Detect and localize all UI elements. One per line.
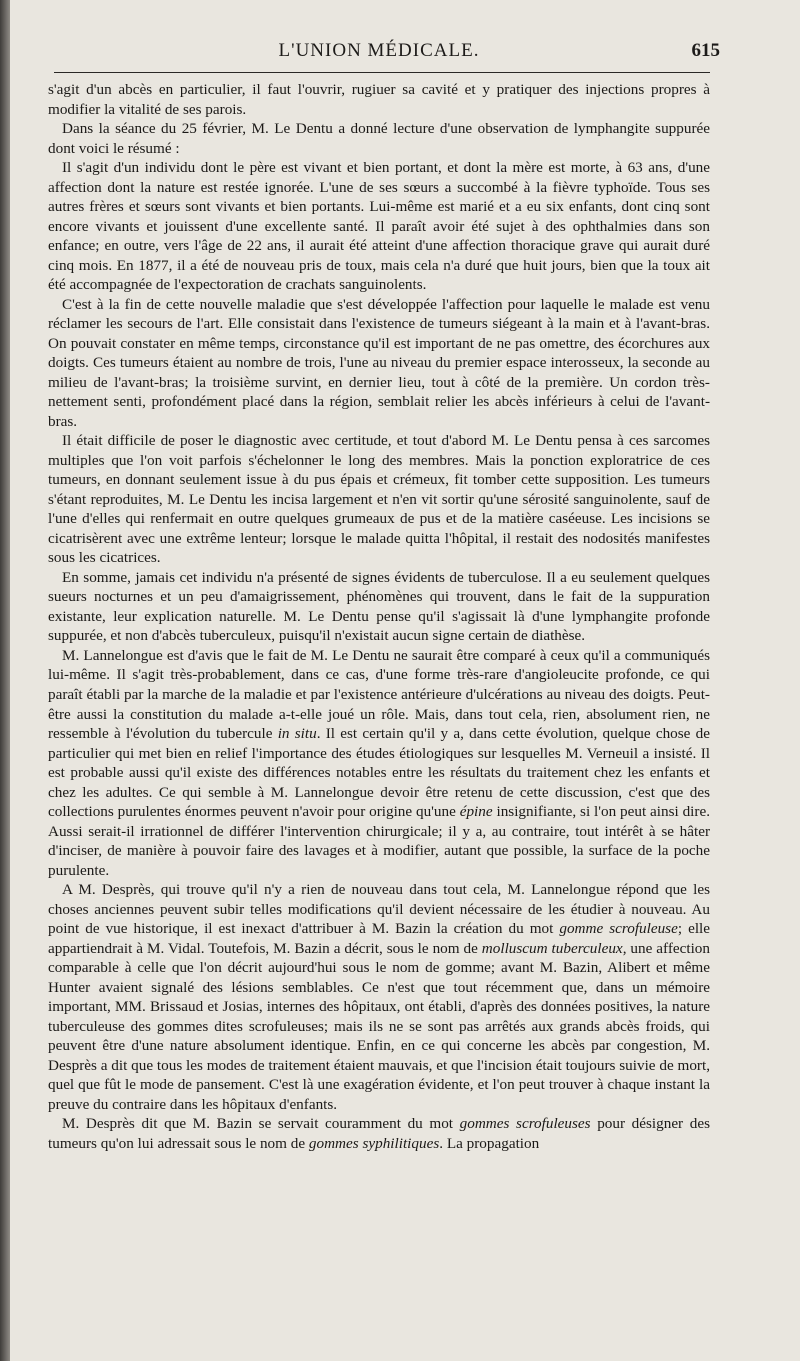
binding-gutter <box>0 0 10 1361</box>
page-number: 615 <box>691 40 720 61</box>
paragraph: Il s'agit d'un individu dont le père est vivant et bien portant, et dont la mère est morte, à 63 ans, d'une affection dont la nature est restée ignorée. L'une de ses sœurs a succombé à la fièvre typhoïde. Tous ses autres frères et sœurs sont vivants et bien portants. Lui-même est marié et a eu six enfants, dont cinq sont encore vivants et jouissent d'une excellente santé. Il paraît avoir été sujet à des ophthalmies dans son enfance; en outre, vers l'âge de 22 ans, il aurait été atteint d'une affection thoracique grave qui aurait duré cinq mois. En 1877, il a été de nouveau pris de toux, mais cela n'a duré que huit jours, bien que la toux ait été accompagnée de l'expectoration de crachats sanguinolents. <box>48 159 710 294</box>
running-title: L'UNION MÉDICALE. <box>278 40 480 61</box>
paragraph: Il était difficile de poser le diagnostic avec certitude, et tout d'abord M. Le Dentu pensa à ces sarcomes multiples que l'on voit parfois s'échelonner le long des membres. Mais la ponction exploratrice de ces tumeurs, en donnant seulement issue à du pus épais et crémeux, fit tomber cette supposition. Les tumeurs s'étant reproduites, M. Le Dentu les incisa largement et n'en vit sortir qu'une sérosité sanguinolente, sauf de l'une d'elles qui renfermait en outre quelques grumeaux de pus et de la matière caséeuse. Les incisions se cicatrisèrent avec une extrême lenteur; lorsque le malade quitta l'hôpital, il restait des nodosités manifestes sous les cicatrices. <box>48 432 710 567</box>
paragraph: M. Lannelongue est d'avis que le fait de M. Le Dentu ne saurait être comparé à ceux qu'il a communiqués lui-même. Il s'agit très-probablement, dans ce cas, d'une forme très-rare d'angioleucite profonde, ce qui paraît établi par la marche de la maladie et par l'existence antérieure d'ulcérations au niveau des doigts. Peut-être aussi la constitution du malade a-t-elle joué un rôle. Mais, dans tout cela, rien, absolument rien, ne ressemble à l'évolution du tubercule in situ. Il est certain qu'il y a, dans cette évolution, quelque chose de particulier qui met bien en relief l'importance des études étiologiques sur lesquelles M. Verneuil a insisté. Il est probable aussi qu'il existe des différences notables entre les résultats du traitement chez les enfants et chez les adultes. Ce qui semble à M. Lannelongue devoir être retenu de cette discussion, c'est que des collections purulentes énormes peuvent n'avoir pour origine qu'une épine insignifiante, si l'on peut ainsi dire. Aussi serait-il irrationnel de différer l'intervention chirurgicale; il y a, au contraire, tout intérêt à se hâter d'inciser, de manière à pouvoir faire des lavages et à modifier, autant que possible, la surface de la poche purulente. <box>48 646 710 879</box>
page-header <box>48 40 720 64</box>
paragraph: M. Desprès dit que M. Bazin se servait couramment du mot gommes scrofuleuses pour désigner des tumeurs qu'on lui adressait sous le nom de gommes syphilitiques. La propagation <box>48 1115 710 1152</box>
header-rule <box>54 72 710 73</box>
paragraph: En somme, jamais cet individu n'a présenté de signes évidents de tuberculose. Il a eu seulement quelques sueurs nocturnes et un peu d'amaigrissement, phénomènes qui trouvent, dans le fait de la suppuration existante, leur explication naturelle. M. Le Dentu pense qu'il s'agissait là d'une lymphangite profonde suppurée, et non d'abcès tuberculeux, puisqu'il n'existait aucun signe certain de diathèse. <box>48 568 710 645</box>
article-body <box>48 80 710 1153</box>
paragraph: s'agit d'un abcès en particulier, il faut l'ouvrir, rugiuer sa cavité et y pratiquer des injections propres à modifier la vitalité de ses parois. <box>48 81 710 118</box>
paragraph: C'est à la fin de cette nouvelle maladie que s'est développée l'affection pour laquelle le malade est venu réclamer les secours de l'art. Elle consistait dans l'existence de tumeurs siégeant à la main et à l'avant-bras. On pouvait constater en même temps, circonstance qu'il est important de ne pas omettre, des écorchures aux doigts. Ces tumeurs étaient au nombre de trois, l'une au niveau du premier espace interosseux, la seconde au milieu de l'avant-bras; la troisième survint, en dernier lieu, tout à côté de la première. Un cordon très-nettement senti, profondément placé dans la région, semblait relier les abcès inférieurs à celui de l'avant-bras. <box>48 295 710 430</box>
paragraph: Dans la séance du 25 février, M. Le Dentu a donné lecture d'une observation de lymphangite suppurée dont voici le résumé : <box>48 120 710 157</box>
paragraph: A M. Desprès, qui trouve qu'il n'y a rien de nouveau dans tout cela, M. Lannelongue répond que les choses anciennes peuvent subir telles modifications qu'il devient nécessaire de les étudier à nouveau. Au point de vue historique, il est inexact d'attribuer à M. Bazin la création du mot gomme scrofuleuse; elle appartiendrait à M. Vidal. Toutefois, M. Bazin a décrit, sous le nom de molluscum tuberculeux, une affection comparable à celle que l'on décrit aujourd'hui sous le nom de gomme; avant M. Bazin, Alibert et même Hunter avaient signalé des lésions semblables. Ce n'est que tout récemment que, dans un mémoire important, MM. Brissaud et Josias, internes des hôpitaux, ont établi, d'après des données positives, la nature tuberculeuse des gommes dites scrofuleuses; mais ils ne se sont pas arrêtés aux grands abcès froids, qui peuvent être d'une nature absolument identique. Enfin, en ce qui concerne les abcès par congestion, M. Desprès a dit que tous les modes de traitement étaient mauvais, et que l'incision était toujours suivie de mort, quel que fût le mode de pansement. C'est là une exagération évidente, et l'on peut trouver à chaque instant la preuve du contraire dans les hôpitaux d'enfants. <box>48 881 710 1113</box>
